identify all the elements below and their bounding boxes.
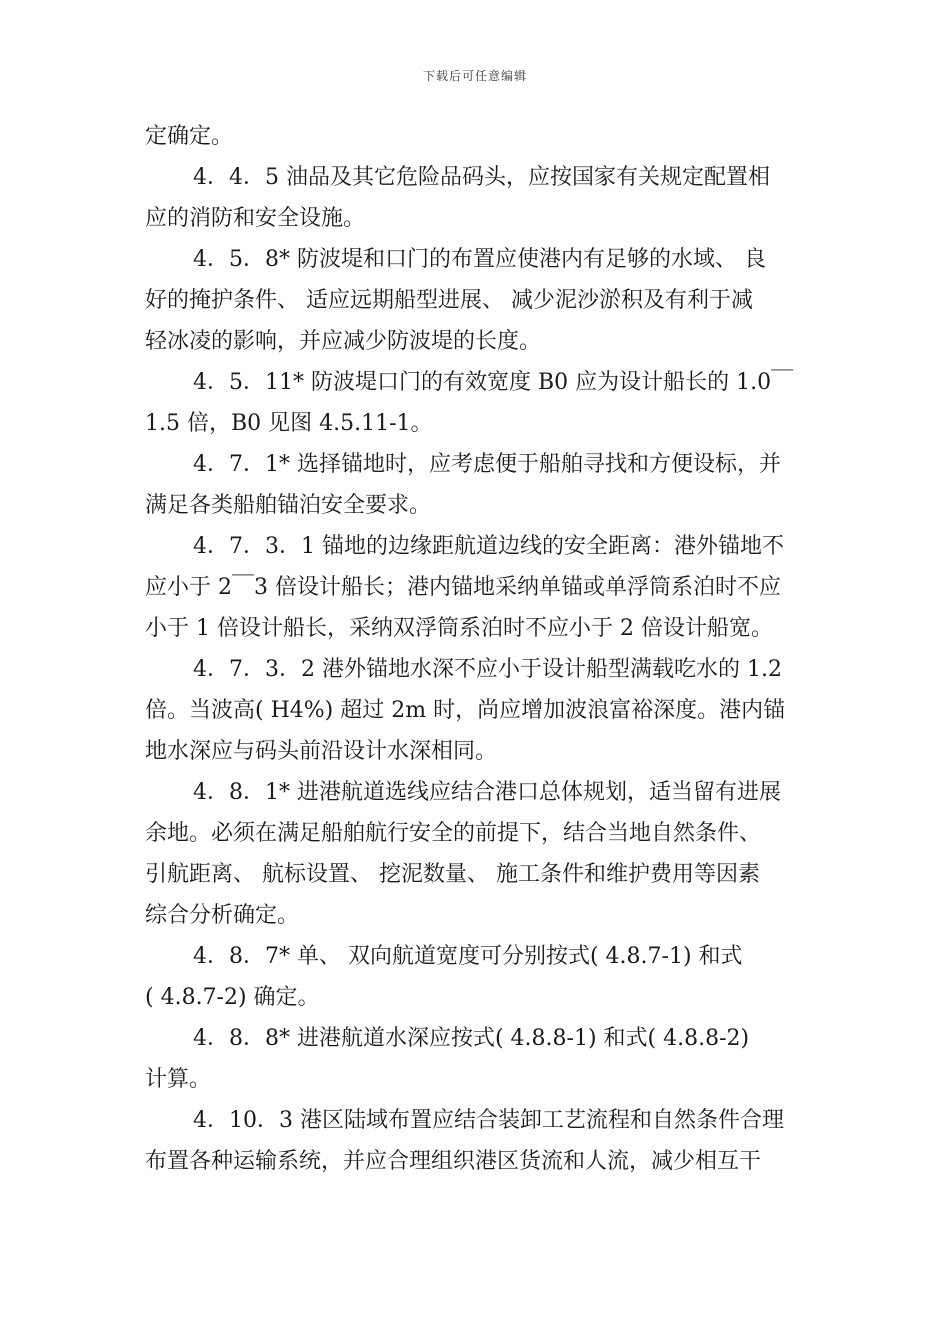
text-line: 倍。当波高( H4%) 超过 2m 时，尚应增加波浪富裕深度。港内锚: [145, 698, 786, 723]
text-line: ( 4.8.7-2) 确定。: [145, 985, 320, 1010]
text-line: 4．10．3 港区陆域布置应结合装卸工艺流程和自然条件合理: [193, 1108, 784, 1133]
text-line: 轻冰凌的影响，并应减少防波堤的长度。: [145, 329, 542, 354]
text-line: 4．5．8* 防波堤和口门的布置应使港内有足够的水域、 良: [193, 247, 766, 272]
text-line: 地水深应与码头前沿设计水深相同。: [145, 739, 498, 764]
text-line: 4．7．3．1 锚地的边缘距航道边线的安全距离：港外锚地不: [193, 534, 784, 559]
document-body: [145, 116, 810, 1182]
text-line: 4．7．1* 选择锚地时，应考虑便于船舶寻找和方便设标，并: [193, 452, 781, 477]
text-line: 综合分析确定。: [145, 903, 300, 928]
text-line: 好的掩护条件、 适应远期船型进展、 减少泥沙淤积及有利于减: [145, 288, 753, 313]
text-line: 计算。: [145, 1067, 212, 1092]
text-line: 4．7．3．2 港外锚地水深不应小于设计船型满载吃水的 1.2: [193, 657, 782, 682]
text-line: 1.5 倍，B0 见图 4.5.11-1。: [145, 411, 433, 436]
text-line: 4．5．11* 防波堤口门的有效宽度 B0 应为设计船长的 1.0￣: [193, 370, 794, 395]
text-line: 4．8．8* 进港航道水深应按式( 4.8.8-1) 和式( 4.8.8-2): [193, 1026, 750, 1051]
text-line: 余地。必须在满足船舶航行安全的前提下，结合当地自然条件、: [145, 821, 762, 846]
text-line: 定确定。: [145, 124, 234, 149]
text-line: 4．4．5 油品及其它危险品码头，应按国家有关规定配置相: [193, 165, 770, 190]
text-line: 小于 1 倍设计船长，采纳双浮筒系泊时不应小于 2 倍设计船宽。: [145, 616, 773, 641]
text-line: 布置各种运输系统，并应合理组织港区货流和人流，减少相互干: [145, 1149, 762, 1174]
text-line: 引航距离、 航标设置、 挖泥数量、 施工条件和维护费用等因素: [145, 862, 760, 887]
page-header: 下载后可任意编辑: [422, 69, 527, 83]
text-line: 4．8．7* 单、 双向航道宽度可分别按式( 4.8.7-1) 和式: [193, 944, 743, 969]
text-line: 应小于 2￣3 倍设计船长；港内锚地采纳单锚或单浮筒系泊时不应: [145, 575, 781, 600]
text-line: 4．8．1* 进港航道选线应结合港口总体规划，适当留有进展: [193, 780, 781, 805]
text-line: 应的消防和安全设施。: [145, 206, 366, 231]
text-line: 满足各类船舶锚泊安全要求。: [145, 493, 432, 518]
